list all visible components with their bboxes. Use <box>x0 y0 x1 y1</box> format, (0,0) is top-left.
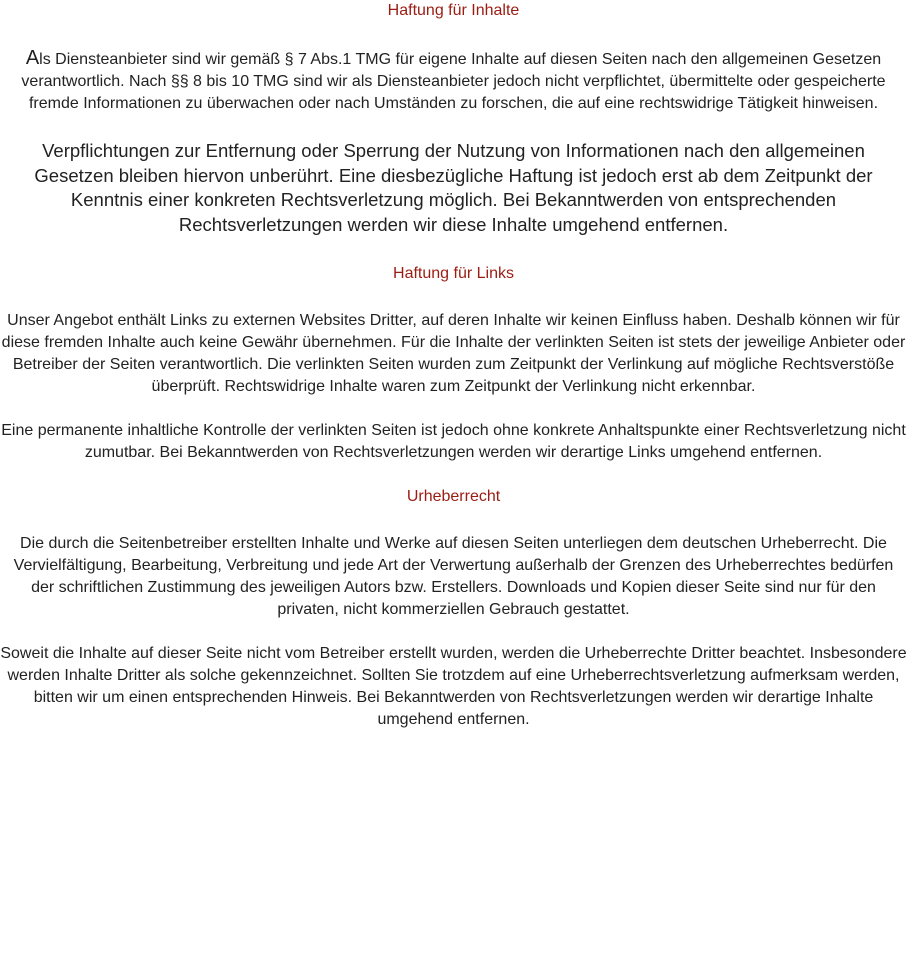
paragraph-links-2: Eine permanente inhaltliche Kontrolle der verlinkten Seiten ist jedoch ohne konkrete Anhaltspunkte einer Rechtsverletzung nicht zumutbar. Bei Bekanntwerden von Rechtsverletzungen werden wir derartige Links umgehend entfernen. <box>1 422 906 461</box>
paragraph-urheberrecht-1: Die durch die Seitenbetreiber erstellten Inhalte und Werke auf diesen Seiten unterliegen dem deutschen Urheberrecht. Die Vervielfältigung, Bearbeitung, Verbreitung und jede Art der Verwertung außerhalb der Grenzen des Urheberrechtes bedürfen der schriftlichen Zustimmung des jeweiligen Autors bzw. Erstellers. Downloads und Kopien dieser Seite sind nur für den privaten, nicht kommerziellen Gebrauch gestattet. <box>13 535 894 618</box>
paragraph-inhalte-1 <box>0 47 907 115</box>
drop-letter: A <box>25 47 40 69</box>
section-heading-haftung-links: Haftung für Links <box>393 265 514 282</box>
section-heading-urheberrecht: Urheberrecht <box>406 488 501 505</box>
section-heading-haftung-inhalte: Haftung für Inhalte <box>387 2 520 19</box>
paragraph-links-1: Unser Angebot enthält Links zu externen Websites Dritter, auf deren Inhalte wir keinen Einfluss haben. Deshalb können wir für diese fremden Inhalte auch keine Gewähr übernehmen. Für die Inhalte der verlinkten Seiten ist stets der jeweilige Anbieter oder Betreiber der Seiten verantwortlich. Die verlinkten Seiten wurden zum Zeitpunkt der Verlinkung auf mögliche Rechtsverstöße überprüft. Rechtswidrige Inhalte waren zum Zeitpunkt der Verlinkung nicht erkennbar. <box>1 312 906 395</box>
paragraph-text: ls Diensteanbieter sind wir gemäß § 7 Abs.1 TMG für eigene Inhalte auf diesen Seiten nach den allgemeinen Gesetzen verantwortlich. Nach §§ 8 bis 10 TMG sind wir als Diensteanbieter jedoch nicht verpflichtet, übermittelte oder gespeicherte fremde Informationen zu überwachen oder nach Umständen zu forschen, die auf eine rechtswidrige Tätigkeit hinweisen. <box>21 51 886 112</box>
paragraph-inhalte-2: Verpflichtungen zur Entfernung oder Sperrung der Nutzung von Informationen nach den allgemeinen Gesetzen bleiben hiervon unberührt. Eine diesbezügliche Haftung ist jedoch erst ab dem Zeitpunkt der Kenntnis einer konkreten Rechtsverletzung möglich. Bei Bekanntwerden von entsprechenden Rechtsverletzungen werden wir diese Inhalte umgehend entfernen. <box>34 140 873 235</box>
paragraph-urheberrecht-2: Soweit die Inhalte auf dieser Seite nicht vom Betreiber erstellt wurden, werden die Urheberrechte Dritter beachtet. Insbesondere werden Inhalte Dritter als solche gekennzeichnet. Sollten Sie trotzdem auf eine Urheberrechtsverletzung aufmerksam werden, bitten wir um einen entsprechenden Hinweis. Bei Bekanntwerden von Rechtsverletzungen werden wir derartige Inhalte umgehend entfernen. <box>0 645 907 728</box>
